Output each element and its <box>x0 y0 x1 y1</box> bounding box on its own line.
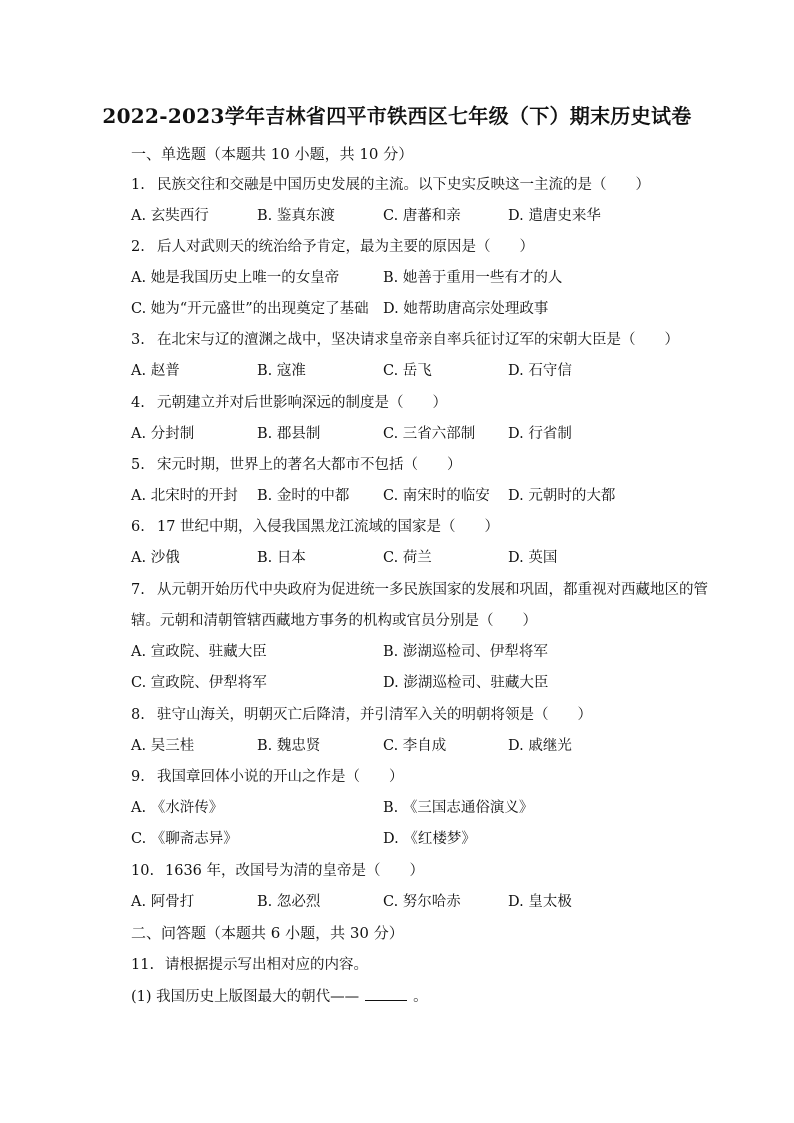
question-8 <box>131 705 592 725</box>
question-text: 17 世纪中期，入侵我国黑龙江流域的国家是（ ） <box>157 519 500 535</box>
option-a: A. 《水浒传》 <box>131 800 224 816</box>
option-a: A. 分封制 <box>131 426 195 442</box>
option-d: D. 戚继光 <box>508 738 572 754</box>
sub-question-end: 。 <box>413 989 428 1005</box>
question-text: 1636 年，改国号为清的皇帝是（ ） <box>165 863 425 879</box>
option-d: D. 皇太极 <box>508 894 572 910</box>
option-c: C. 宣政院、伊犁将军 <box>131 675 267 691</box>
option-b: B. 郡县制 <box>257 426 321 442</box>
question-text: 元朝建立并对后世影响深远的制度是（ ） <box>157 395 447 411</box>
option-c: C. 三省六部制 <box>383 426 476 442</box>
section1-heading: 一、单选题（本题共 10 小题，共 10 分） <box>131 145 414 163</box>
option-b: B. 日本 <box>257 550 306 566</box>
question-number: 2. <box>131 239 145 255</box>
option-d: D. 元朝时的大都 <box>508 488 616 504</box>
option-b: B. 寇准 <box>257 363 306 379</box>
question-10 <box>131 861 424 881</box>
option-d: D. 《红楼梦》 <box>383 831 476 847</box>
question-number: 10. <box>131 863 155 879</box>
section2-heading: 二、问答题（本题共 6 小题，共 30 分） <box>131 924 404 942</box>
option-b: B. 《三国志通俗演义》 <box>383 800 534 816</box>
question-number: 6. <box>131 519 145 535</box>
option-b: B. 忽必烈 <box>257 894 321 910</box>
question-number: 7. <box>131 582 145 598</box>
exam-title: 2022-2023学年吉林省四平市铁西区七年级（下）期末历史试卷 <box>102 104 692 128</box>
question-text: 请根据提示写出相对应的内容。 <box>165 957 368 973</box>
option-a: A. 赵普 <box>131 363 180 379</box>
question-text: 后人对武则天的统治给予肯定，最为主要的原因是（ ） <box>157 239 534 255</box>
option-a: A. 北宋时的开封 <box>131 488 238 504</box>
option-d: D. 澎湖巡检司、驻藏大臣 <box>383 675 549 691</box>
option-b: B. 鉴真东渡 <box>257 208 335 224</box>
question-number: 4. <box>131 395 145 411</box>
option-b: B. 她善于重用一些有才的人 <box>383 270 563 286</box>
question-text: 从元朝开始历代中央政府为促进统一多民族国家的发展和巩固，都重视对西藏地区的管 <box>157 582 708 598</box>
question-text: 在北宋与辽的澶渊之战中，坚决请求皇帝亲自率兵征讨辽军的宋朝大臣是（ ） <box>157 332 679 348</box>
question-5 <box>131 455 462 475</box>
sub-question-text: (1) 我国历史上版图最大的朝代—— <box>131 989 360 1005</box>
option-c: C. 李自成 <box>383 738 447 754</box>
option-c: C. 南宋时的临安 <box>383 488 490 504</box>
question-number: 3. <box>131 332 145 348</box>
option-d: D. 遣唐史来华 <box>508 208 601 224</box>
question-11 <box>131 955 368 975</box>
option-d: D. 英国 <box>508 550 558 566</box>
option-d: D. 她帮助唐高宗处理政事 <box>383 301 549 317</box>
question-7 <box>131 580 708 600</box>
question-7-continued: 辖。元朝和清朝管辖西藏地方事务的机构或官员分别是（ ） <box>131 613 537 629</box>
option-c: C. 岳飞 <box>383 363 432 379</box>
question-number: 5. <box>131 457 145 473</box>
option-a: A. 沙俄 <box>131 550 180 566</box>
question-number: 9. <box>131 769 145 785</box>
option-b: B. 澎湖巡检司、伊犁将军 <box>383 644 548 660</box>
option-a: A. 吴三桂 <box>131 738 195 754</box>
option-a: A. 玄奘西行 <box>131 208 209 224</box>
option-a: A. 宣政院、驻藏大臣 <box>131 644 267 660</box>
question-6 <box>131 517 499 537</box>
option-c: C. 《聊斋志异》 <box>131 831 238 847</box>
question-number: 1. <box>131 177 145 193</box>
option-d: D. 行省制 <box>508 426 572 442</box>
option-b: B. 魏忠贤 <box>257 738 321 754</box>
question-1 <box>131 175 650 195</box>
question-11-part-1 <box>131 986 428 1007</box>
option-b: B. 金时的中都 <box>257 488 350 504</box>
option-d: D. 石守信 <box>508 363 572 379</box>
option-a: A. 她是我国历史上唯一的女皇帝 <box>131 270 340 286</box>
option-c: C. 她为“开元盛世”的出现奠定了基础 <box>131 301 369 317</box>
question-3 <box>131 330 679 350</box>
option-c: C. 荷兰 <box>383 550 432 566</box>
question-2 <box>131 237 534 257</box>
question-4 <box>131 393 447 413</box>
question-text: 宋元时期，世界上的著名大都市不包括（ ） <box>157 457 462 473</box>
question-9 <box>131 767 404 787</box>
option-c: C. 努尔哈赤 <box>383 894 461 910</box>
question-text: 我国章回体小说的开山之作是（ ） <box>157 769 404 785</box>
option-c: C. 唐蕃和亲 <box>383 208 461 224</box>
option-a: A. 阿骨打 <box>131 894 195 910</box>
question-text: 民族交往和交融是中国历史发展的主流。以下史实反映这一主流的是（ ） <box>157 177 650 193</box>
question-number: 8. <box>131 707 145 723</box>
question-text: 驻守山海关，明朝灭亡后降清，并引清军入关的明朝将领是（ ） <box>157 707 592 723</box>
question-number: 11. <box>131 957 155 973</box>
answer-blank[interactable] <box>365 986 407 1001</box>
